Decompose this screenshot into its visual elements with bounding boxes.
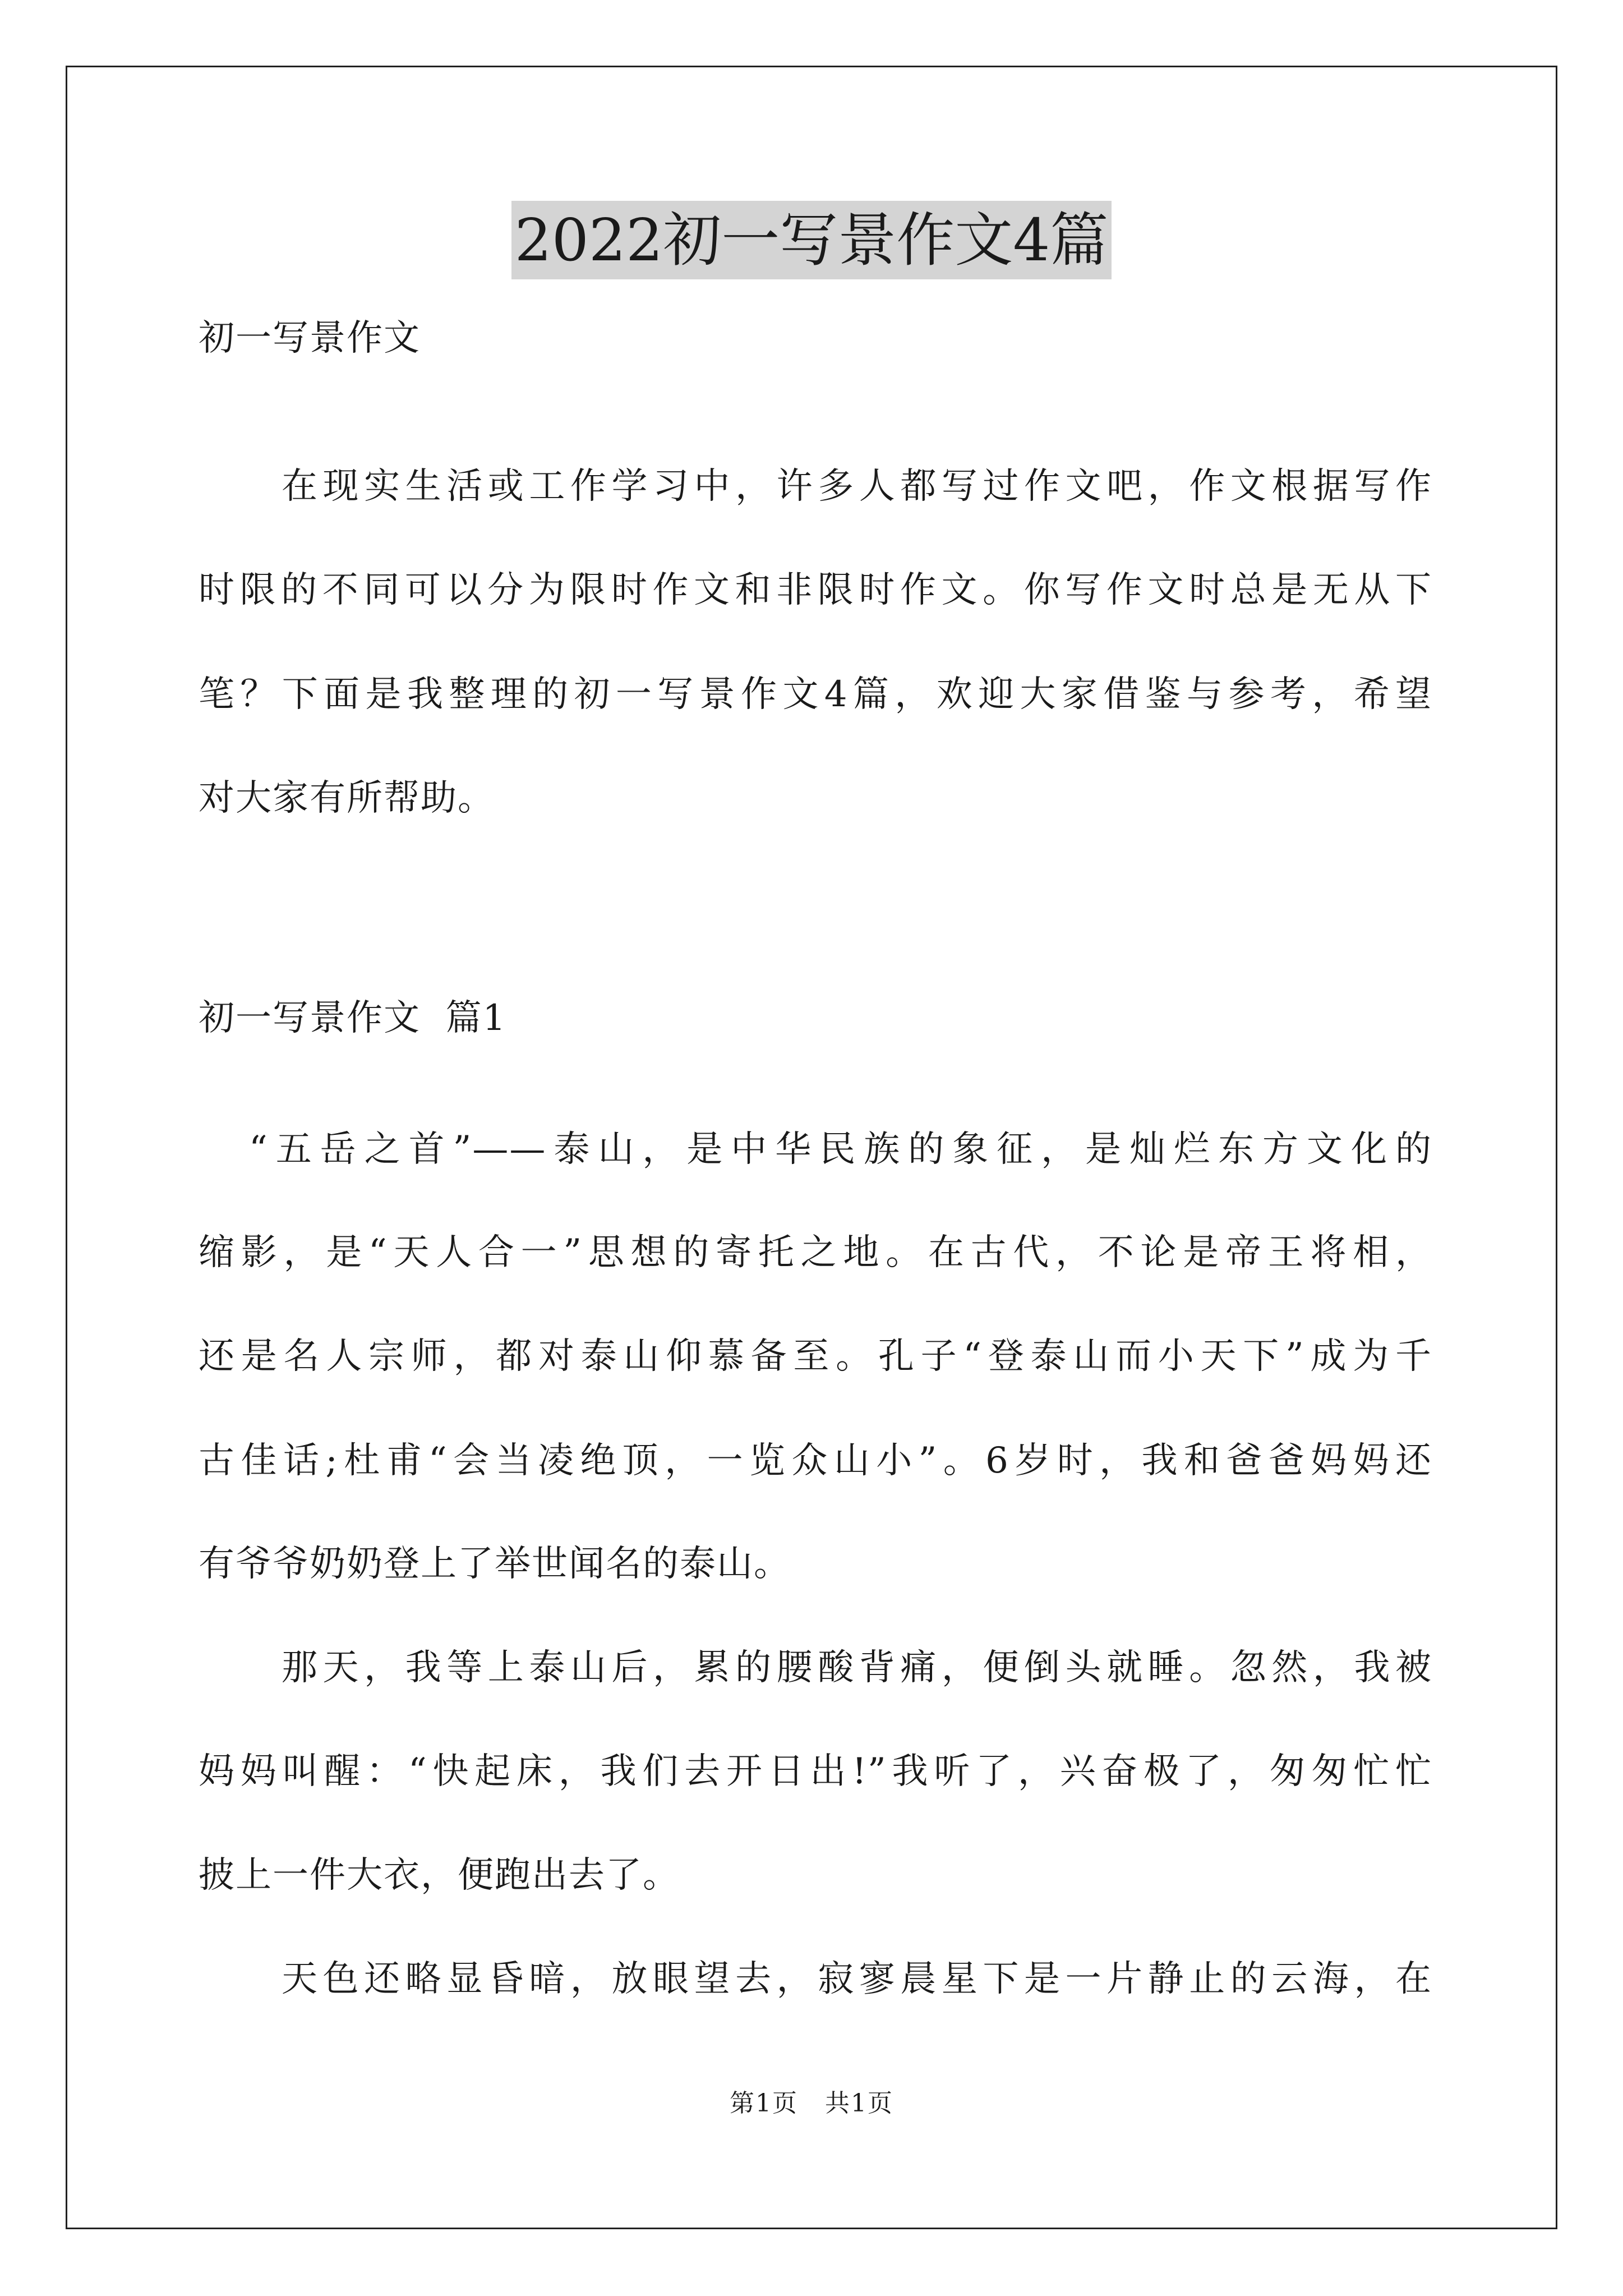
section-heading-1: 初一写景作文 篇1 — [199, 997, 507, 1039]
para1-line-1: “五岳之首”——泰山，是中华民族的象征，是灿烂东方文化的 — [249, 1129, 1432, 1170]
para1-line-5: 有爷爷奶奶登上了举世闻名的泰山。 — [199, 1543, 791, 1585]
intro-line-3: 笔？下面是我整理的初一写景作文4篇，欢迎大家借鉴与参考，希望 — [199, 674, 1432, 715]
para1-line-2: 缩影，是“天人合一”思想的寄托之地。在古代，不论是帝王将相， — [199, 1232, 1432, 1273]
para3-line-1: 天色还略显昏暗，放眼望去，寂寥晨星下是一片静止的云海，在 — [282, 1958, 1432, 2000]
document-title-text: 2022初一写景作文4篇 — [511, 201, 1112, 279]
intro-line-2: 时限的不同可以分为限时作文和非限时作文。你写作文时总是无从下 — [199, 569, 1432, 611]
para2-line-3: 披上一件大衣，便跑出去了。 — [199, 1855, 680, 1896]
intro-line-1: 在现实生活或工作学习中，许多人都写过作文吧，作文根据写作 — [282, 466, 1432, 507]
heading-intro: 初一写景作文 — [199, 318, 421, 359]
para1-line-4: 古佳话;杜甫“会当凌绝顶，一览众山小”。6岁时，我和爸爸妈妈还 — [199, 1440, 1432, 1481]
para1-line-3: 还是名人宗师，都对泰山仰慕备至。孔子“登泰山而小天下”成为千 — [199, 1336, 1432, 1377]
intro-line-4: 对大家有所帮助。 — [199, 777, 495, 819]
page-footer: 第1页 共1页 — [730, 2089, 893, 2118]
para2-line-1: 那天，我等上泰山后，累的腰酸背痛，便倒头就睡。忽然，我被 — [282, 1647, 1432, 1688]
para2-line-2: 妈妈叫醒：“快起床，我们去开日出!”我听了，兴奋极了，匆匆忙忙 — [199, 1751, 1432, 1792]
document-title — [0, 201, 1623, 279]
